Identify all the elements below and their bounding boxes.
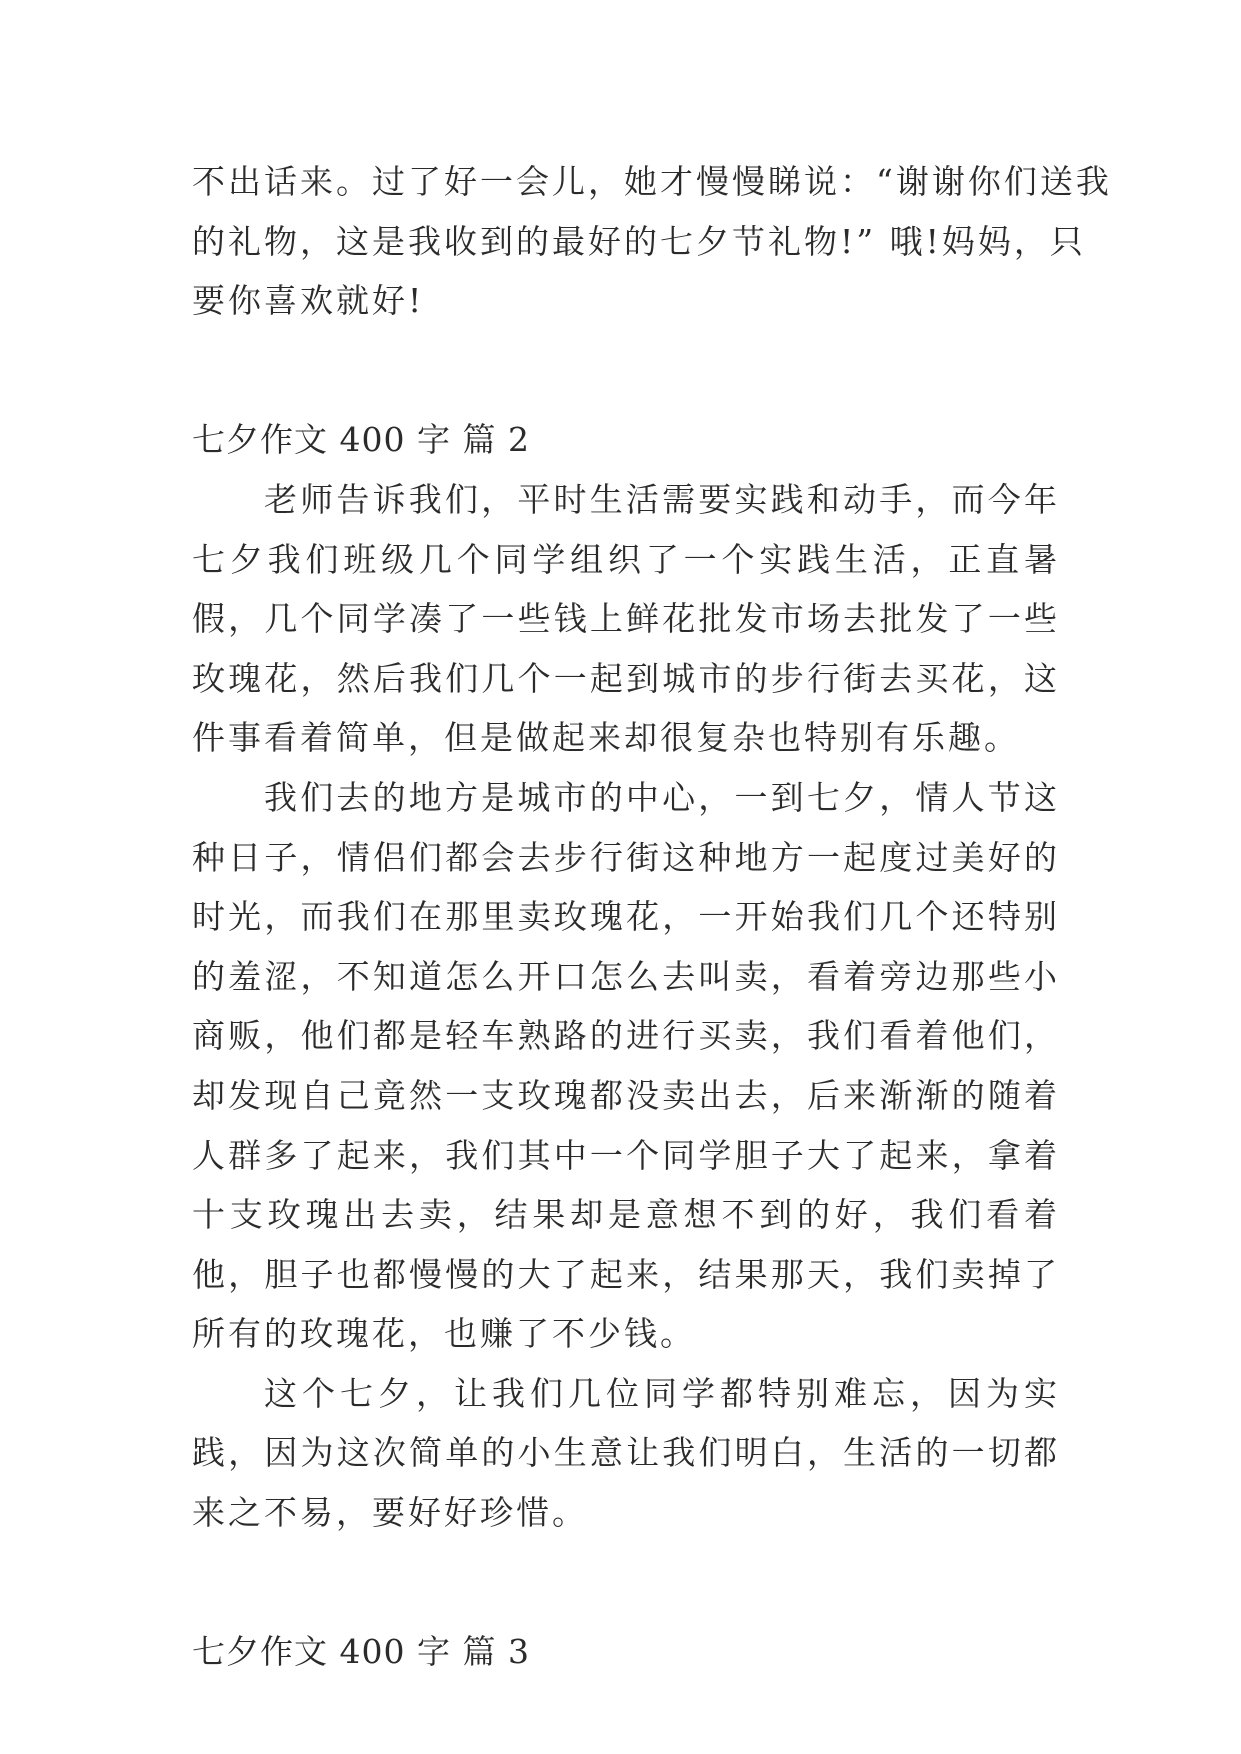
section-spacer — [192, 331, 1060, 391]
continuation-line-2: 的礼物，这是我收到的最好的七夕节礼物!” 哦!妈妈，只 — [192, 221, 1086, 261]
section-spacer — [192, 1543, 1060, 1603]
section2-paragraph-2: 我们去的地方是城市的中心，一到七夕，情人节这种日子，情侣们都会去步行街这种地方一起度过美好的时光，而我们在那里卖玫瑰花，一开始我们几个还特别的羞涩，不知道怎么开口怎么去叫卖，看着旁边那些小商贩，他们都是轻车熟路的进行买卖，我们看着他们，却发现自己竟然一支玫瑰都没卖出去，后来渐渐的随着人群多了起来，我们其中一个同学胆子大了起来，拿着十支玫瑰出去卖，结果却是意想不到的好，我们看着他，胆子也都慢慢的大了起来，结果那天，我们卖掉了所有的玫瑰花，也赚了不少钱。 — [192, 777, 1060, 1354]
section-heading-2: 七夕作文 400 字 篇 2 — [192, 420, 530, 460]
continuation-line-1: 不出话来。过了好一会儿，她才慢慢睇说：“谢谢你们送我 — [192, 162, 1112, 201]
section2-paragraph-3: 这个七夕，让我们几位同学都特别难忘，因为实践，因为这次简单的小生意让我们明白，生活的一切都来之不易，要好好珍惜。 — [192, 1373, 1060, 1533]
section2-paragraph-1: 老师告诉我们，平时生活需要实践和动手，而今年七夕我们班级几个同学组织了一个实践生活，正直暑假，几个同学凑了一些钱上鲜花批发市场去批发了一些玫瑰花，然后我们几个一起到城市的步行街去买花，这件事看着简单，但是做起来却很复杂也特别有乐趣。 — [192, 479, 1060, 758]
continuation-line-3: 要你喜欢就好! — [192, 281, 425, 321]
spacer — [192, 390, 1060, 410]
document-body — [192, 152, 1112, 1682]
spacer — [192, 1602, 1060, 1622]
section-heading-3: 七夕作文 400 字 篇 3 — [192, 1632, 530, 1672]
